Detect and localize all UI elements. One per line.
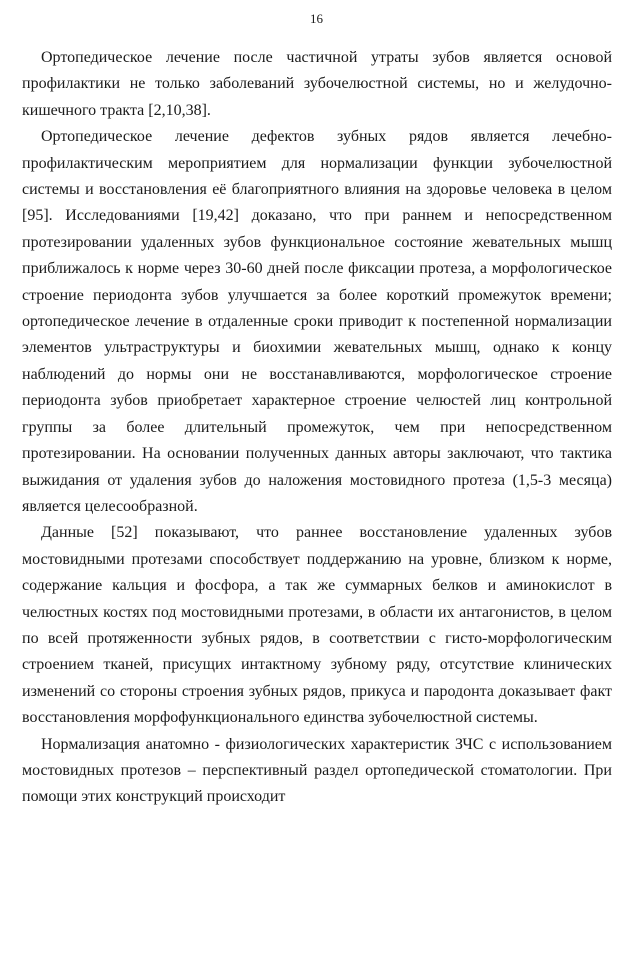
paragraph-2: Ортопедическое лечение дефектов зубных рядов является лечебно-профилактическим мероприятием для нормализации функции зубочелюстной системы и восстановления её благоприятного влияния на здоровье человека в целом [95]. Исследованиями [19,42] доказано, что при раннем и непосредственном протезировании удаленных зубов функциональное состояние жевательных мышц приближалось к норме через 30-60 дней после фиксации протеза, а морфологическое строение периодонта зубов улучшается за более короткий промежуток времени; ортопедическое лечение в отдаленные сроки приводит к постепенной нормализации элементов ультраструктуры и биохимии жевательных мышц, однако к концу наблюдений до нормы они не восстанавливаются, морфологическое строение периодонта зубов приобретает характерное строение челюстей лиц контрольной группы за более длительный промежуток, чем при непосредственном протезировании. На основании полученных данных авторы заключают, что тактика выжидания от удаления зубов до наложения мостовидного протеза (1,5-3 месяца) является целесообразной.	[22, 128, 612, 515]
paragraph-4: Нормализация анатомно - физиологических характеристик ЗЧС с использованием мостовидных протезов – перспективный раздел ортопедической стоматологии. При помощи этих конструкций происходит	[22, 735, 612, 806]
paragraph-1: Ортопедическое лечение после частичной утраты зубов является основой профилактики не только заболеваний зубочелюстной системы, но и желудочно-кишечного тракта [2,10,38].	[22, 49, 612, 119]
paragraph-3: Данные [52] показывают, что раннее восстановление удаленных зубов мостовидными протезами способствует поддержанию на уровне, близком к норме, содержание кальция и фосфора, а так же суммарных белков и аминокислот в челюстных костях под мостовидными протезами, в области их антагонистов, в целом по всей протяженности зубных рядов, в соответствии с гисто-морфологическим строением тканей, присущих интактному зубному ряду, отсутствие клинических изменений со стороны строения зубных рядов, прикуса и пародонта доказывает факт восстановления морфофункционального единства зубочелюстной системы.	[22, 524, 612, 727]
page-number: 16	[310, 11, 323, 26]
document-body	[22, 45, 612, 811]
